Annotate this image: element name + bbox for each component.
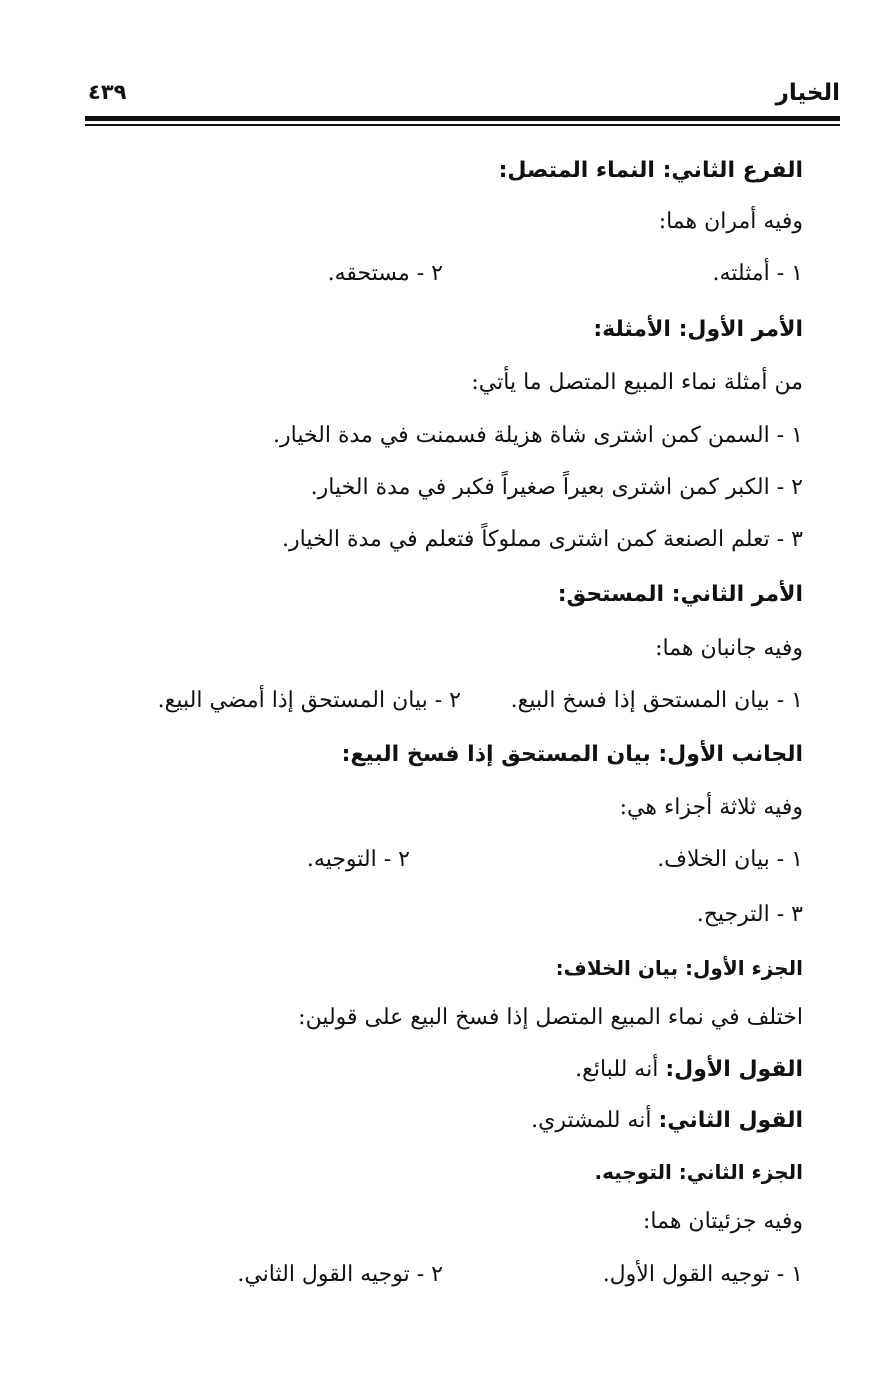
opinion-1 — [575, 1055, 803, 1085]
page-number: ٤٣٩ — [88, 80, 127, 104]
list-a-item-2: ٢ - مستحقه. — [327, 261, 443, 286]
paragraph-two-subparts: وفيه جزئيتان هما: — [643, 1209, 803, 1234]
list-b-item-2: ٢ - بيان المستحق إذا أمضي البيع. — [157, 688, 461, 713]
header-rule-thin — [85, 124, 840, 126]
header-rule-thick — [85, 116, 840, 121]
opinion-1-text: أنه للبائع. — [575, 1057, 666, 1082]
list-c-item-3: ٣ - الترجيح. — [696, 902, 803, 927]
paragraph-two-sides: وفيه جانبان هما: — [655, 636, 803, 661]
paragraph-three-parts: وفيه ثلاثة أجزاء هي: — [619, 795, 803, 820]
list-a-item-1: ١ - أمثلته. — [712, 261, 803, 286]
section-heading-branch: الفرع الثاني: النماء المتصل: — [498, 158, 803, 183]
heading-part-2: الجزء الثاني: التوجيه. — [594, 1160, 803, 1184]
list-d-item-1: ١ - توجيه القول الأول. — [602, 1262, 803, 1287]
list-c-item-2: ٢ - التوجيه. — [306, 847, 410, 872]
paragraph-two-matters: وفيه أمران هما: — [658, 209, 803, 234]
heading-part-1: الجزء الأول: بيان الخلاف: — [555, 956, 803, 980]
opinion-2-label: القول الثاني: — [658, 1108, 803, 1133]
opinion-2 — [531, 1106, 803, 1136]
list-b-item-1: ١ - بيان المستحق إذا فسخ البيع. — [510, 688, 803, 713]
opinion-2-text: أنه للمشتري. — [531, 1108, 659, 1133]
heading-matter-1: الأمر الأول: الأمثلة: — [593, 317, 803, 342]
heading-matter-2: الأمر الثاني: المستحق: — [557, 582, 803, 607]
opinion-1-label: القول الأول: — [665, 1057, 803, 1082]
heading-side-1: الجانب الأول: بيان المستحق إذا فسخ البيع: — [341, 742, 803, 767]
list-d-item-2: ٢ - توجيه القول الثاني. — [237, 1262, 443, 1287]
paragraph-dispute: اختلف في نماء المبيع المتصل إذا فسخ البيع على قولين: — [298, 1005, 803, 1030]
page-header — [88, 78, 840, 112]
example-1: ١ - السمن كمن اشترى شاة هزيلة فسمنت في مدة الخيار. — [273, 423, 803, 448]
list-c-item-1: ١ - بيان الخلاف. — [657, 847, 803, 872]
paragraph-examples-intro: من أمثلة نماء المبيع المتصل ما يأتي: — [471, 370, 803, 395]
running-title: الخيار — [775, 80, 840, 106]
example-2: ٢ - الكبر كمن اشترى بعيراً صغيراً فكبر في مدة الخيار. — [310, 475, 803, 500]
example-3: ٣ - تعلم الصنعة كمن اشترى مملوكاً فتعلم في مدة الخيار. — [282, 527, 803, 552]
